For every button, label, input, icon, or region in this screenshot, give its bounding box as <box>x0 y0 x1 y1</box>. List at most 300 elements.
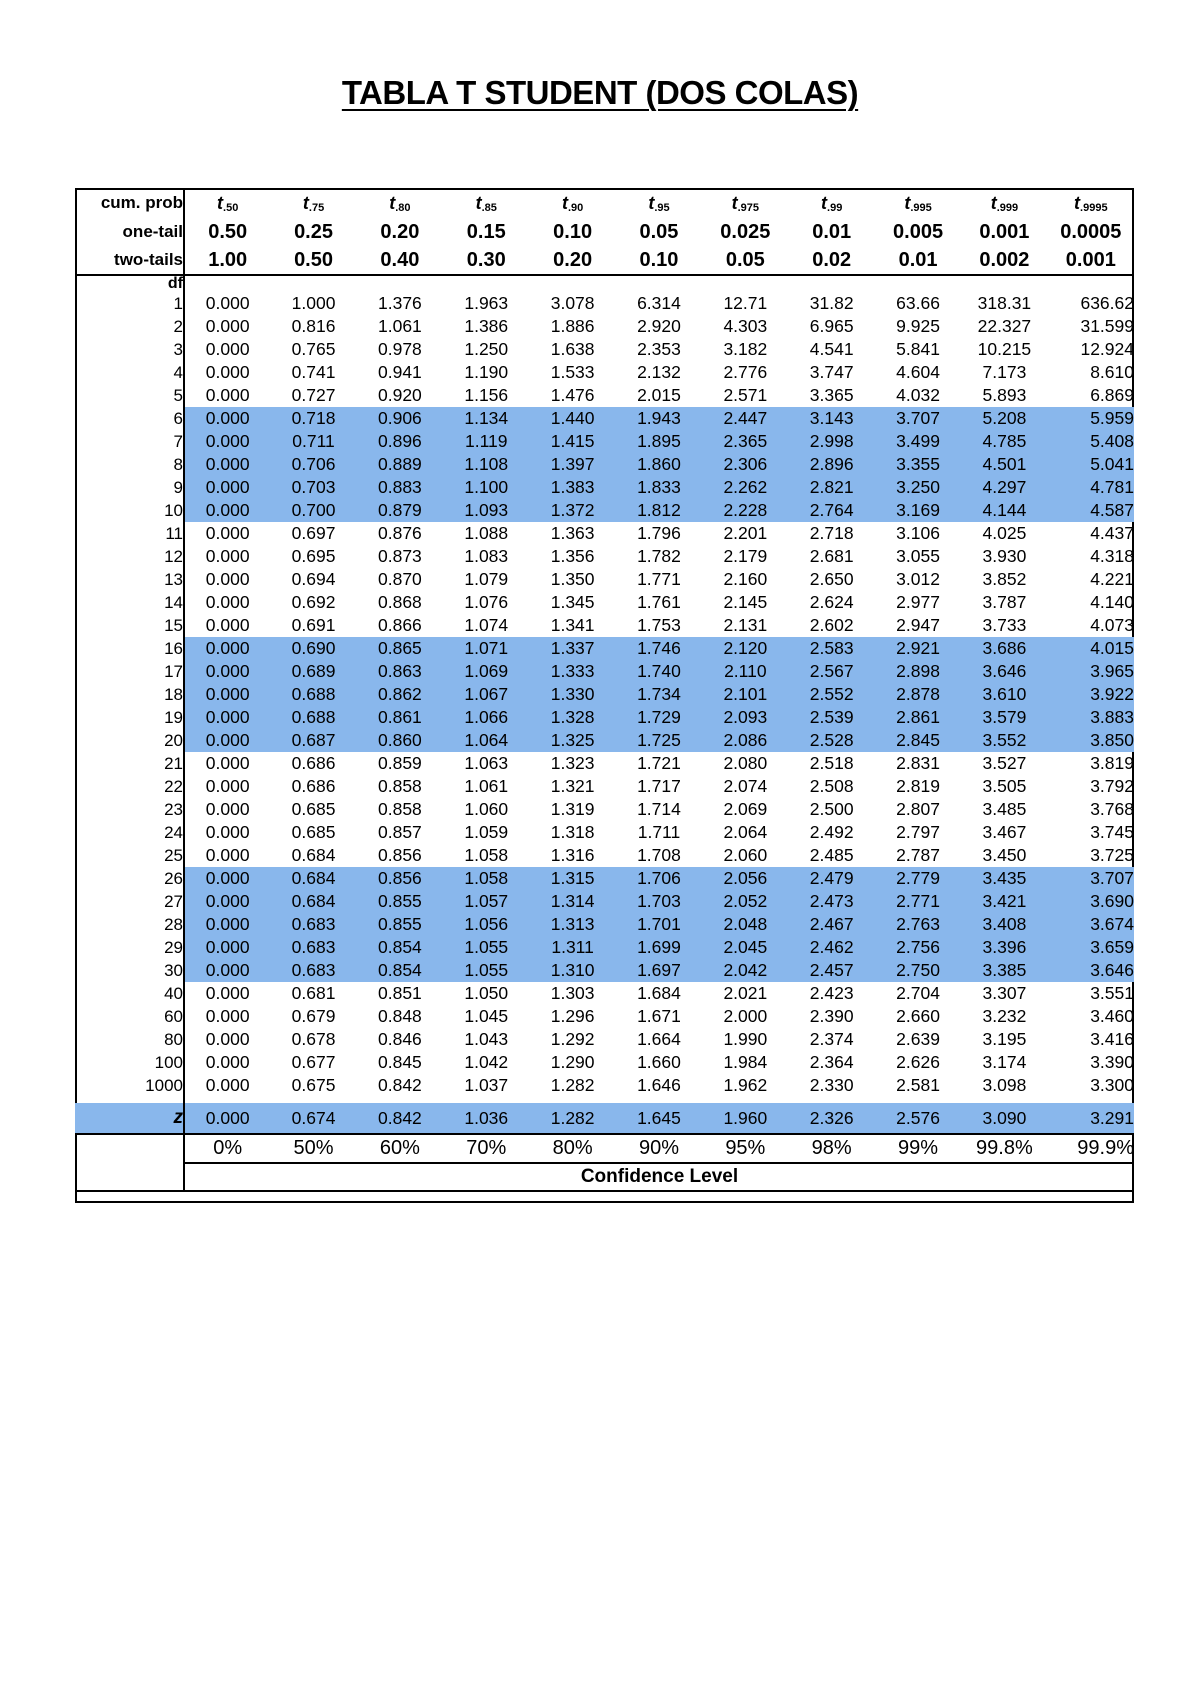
df-value: 19 <box>75 706 184 729</box>
critical-value: 2.581 <box>896 1075 940 1095</box>
critical-value: 0.851 <box>378 983 422 1003</box>
df-value: 30 <box>75 959 184 982</box>
critical-value: 1.076 <box>464 592 509 612</box>
two-tails-value: 0.30 <box>443 246 529 275</box>
critical-value: 1.833 <box>616 476 702 499</box>
z-value: 2.576 <box>875 1103 961 1134</box>
critical-value: 2.797 <box>896 822 940 842</box>
critical-value: 1.083 <box>464 546 509 566</box>
critical-value: 1.729 <box>616 706 702 729</box>
critical-value: 0.684 <box>291 845 336 865</box>
cum-prob-label: cum. prob <box>75 188 184 218</box>
critical-value: 2.179 <box>723 546 768 566</box>
one-tail-value: 0.15 <box>466 220 506 243</box>
table-row <box>75 1005 1134 1028</box>
critical-value: 3.707 <box>1048 867 1134 890</box>
table-row <box>75 821 1134 844</box>
critical-value: 1.056 <box>443 913 529 936</box>
critical-value: 2.228 <box>702 499 788 522</box>
critical-value: 2.467 <box>789 913 875 936</box>
critical-value: 5.841 <box>896 339 940 359</box>
critical-value: 1.314 <box>529 890 615 913</box>
df-value: 5 <box>75 384 184 407</box>
critical-value: 1.638 <box>550 339 595 359</box>
critical-value: 3.098 <box>982 1075 1027 1095</box>
critical-value: 31.82 <box>809 293 854 313</box>
confidence-level: 60% <box>357 1134 443 1163</box>
critical-value: 3.435 <box>961 867 1047 890</box>
critical-value: 3.579 <box>961 706 1047 729</box>
critical-value: 0.906 <box>357 407 443 430</box>
critical-value: 1.753 <box>637 615 681 635</box>
critical-value: 0.000 <box>184 499 270 522</box>
critical-value: 0.000 <box>205 385 250 405</box>
table-row <box>75 752 1134 775</box>
critical-value: 1.330 <box>529 683 615 706</box>
critical-value: 1.345 <box>550 592 595 612</box>
critical-value: 1.134 <box>443 407 529 430</box>
critical-value: 2.831 <box>896 753 940 773</box>
critical-value: 0.000 <box>205 753 250 773</box>
z-value: 0.842 <box>357 1103 443 1134</box>
critical-value: 2.074 <box>723 776 768 796</box>
critical-value: 1.119 <box>443 430 529 453</box>
z-value: 1.645 <box>616 1103 702 1134</box>
critical-value: 1.063 <box>464 753 509 773</box>
critical-value: 0.703 <box>270 476 356 499</box>
critical-value: 2.518 <box>809 753 854 773</box>
table-row <box>75 867 1134 890</box>
critical-value: 3.646 <box>1048 959 1134 982</box>
critical-value: 3.690 <box>1048 890 1134 913</box>
critical-value: 2.080 <box>723 753 768 773</box>
critical-value: 3.078 <box>550 293 595 313</box>
critical-value: 2.896 <box>789 453 875 476</box>
critical-value: 0.000 <box>205 1052 250 1072</box>
critical-value: 4.025 <box>982 523 1027 543</box>
critical-value: 1.860 <box>616 453 702 476</box>
critical-value: 2.650 <box>809 569 854 589</box>
page-title <box>0 74 1200 112</box>
critical-value: 4.221 <box>1090 569 1134 589</box>
critical-value: 0.727 <box>291 385 336 405</box>
critical-value: 0.000 <box>184 407 270 430</box>
table-row <box>75 798 1134 821</box>
critical-value: 2.819 <box>896 776 940 796</box>
critical-value: 2.021 <box>723 983 768 1003</box>
critical-value: 2.998 <box>789 430 875 453</box>
df-value: 18 <box>75 683 184 706</box>
df-value: 23 <box>75 798 184 821</box>
one-tail-value: 0.25 <box>294 220 333 243</box>
df-value: 8 <box>75 453 184 476</box>
critical-value: 3.106 <box>896 523 940 543</box>
critical-value: 0.686 <box>291 753 336 773</box>
confidence-level: 99.9% <box>1048 1134 1134 1163</box>
table-row <box>75 292 1134 315</box>
critical-value: 0.678 <box>291 1029 336 1049</box>
critical-value: 3.768 <box>1090 799 1134 819</box>
critical-value: 0.000 <box>205 983 250 1003</box>
table-row <box>75 683 1134 706</box>
critical-value: 2.056 <box>702 867 788 890</box>
df-value: 26 <box>75 867 184 890</box>
critical-value: 0.000 <box>205 546 250 566</box>
two-tails-label: two-tails <box>75 246 184 275</box>
critical-value: 1.325 <box>529 729 615 752</box>
critical-value: 0.858 <box>378 776 422 796</box>
critical-value: 0.859 <box>378 753 422 773</box>
critical-value: 1.660 <box>637 1052 681 1072</box>
critical-value: 0.765 <box>291 339 336 359</box>
critical-value: 4.318 <box>1090 546 1134 566</box>
critical-value: 1.066 <box>443 706 529 729</box>
z-value: 0.674 <box>270 1103 356 1134</box>
critical-value: 2.660 <box>896 1006 940 1026</box>
critical-value: 0.920 <box>378 385 422 405</box>
critical-value: 2.583 <box>789 637 875 660</box>
critical-value: 4.541 <box>809 339 854 359</box>
confidence-row <box>75 1134 1134 1163</box>
df-value: 22 <box>75 775 184 798</box>
critical-value: 2.763 <box>875 913 961 936</box>
critical-value: 3.930 <box>982 546 1027 566</box>
critical-value: 0.883 <box>357 476 443 499</box>
two-tails-value: 0.50 <box>270 246 356 275</box>
t-subscript: .975 <box>737 201 760 214</box>
critical-value: 1.943 <box>616 407 702 430</box>
critical-value: 1.050 <box>464 983 509 1003</box>
critical-value: 2.602 <box>809 615 854 635</box>
critical-value: 0.000 <box>184 660 270 683</box>
df-value: 4 <box>75 361 184 384</box>
col-t-symbol <box>357 188 443 218</box>
table-body <box>75 188 1134 1191</box>
one-tail-value: 0.0005 <box>1060 220 1122 243</box>
critical-value: 5.893 <box>982 385 1027 405</box>
critical-value: 1.341 <box>550 615 595 635</box>
critical-value: 4.587 <box>1048 499 1134 522</box>
critical-value: 1.740 <box>616 660 702 683</box>
df-value: 25 <box>75 844 184 867</box>
critical-value: 0.857 <box>378 822 422 842</box>
critical-value: 1.383 <box>529 476 615 499</box>
critical-value: 4.144 <box>961 499 1047 522</box>
critical-value: 1.071 <box>443 637 529 660</box>
confidence-level: 99.8% <box>961 1134 1047 1163</box>
critical-value: 0.854 <box>357 936 443 959</box>
critical-value: 2.920 <box>637 316 681 336</box>
critical-value: 3.499 <box>875 430 961 453</box>
critical-value: 0.000 <box>184 959 270 982</box>
df-value: 2 <box>75 315 184 338</box>
critical-value: 0.000 <box>184 913 270 936</box>
t-subscript: .50 <box>223 201 239 214</box>
critical-value: 0.000 <box>184 476 270 499</box>
critical-value: 0.876 <box>378 523 422 543</box>
z-value: 1.282 <box>529 1103 615 1134</box>
cum-prob-row <box>75 188 1134 218</box>
critical-value: 4.297 <box>961 476 1047 499</box>
critical-value: 1.990 <box>723 1029 768 1049</box>
critical-value: 3.965 <box>1048 660 1134 683</box>
table-row <box>75 338 1134 361</box>
critical-value: 7.173 <box>982 362 1027 382</box>
confidence-caption-spacer <box>75 1163 184 1191</box>
confidence-level: 90% <box>616 1134 702 1163</box>
critical-value: 0.870 <box>378 569 422 589</box>
critical-value: 0.000 <box>184 706 270 729</box>
df-value: 10 <box>75 499 184 522</box>
critical-value: 1.699 <box>616 936 702 959</box>
critical-value: 3.659 <box>1048 936 1134 959</box>
critical-value: 3.725 <box>1090 845 1134 865</box>
critical-value: 3.674 <box>1048 913 1134 936</box>
two-tails-row <box>75 246 1134 275</box>
critical-value: 3.169 <box>875 499 961 522</box>
critical-value: 3.745 <box>1090 822 1134 842</box>
df-value: 1000 <box>75 1074 184 1097</box>
two-tails-value: 0.10 <box>616 246 702 275</box>
critical-value: 0.683 <box>270 936 356 959</box>
critical-value: 0.868 <box>378 592 422 612</box>
critical-value: 1.440 <box>529 407 615 430</box>
critical-value: 0.000 <box>184 683 270 706</box>
table-row <box>75 729 1134 752</box>
one-tail-value: 0.20 <box>380 220 420 243</box>
col-t-symbol <box>443 188 529 218</box>
critical-value: 22.327 <box>977 316 1032 336</box>
critical-value: 0.000 <box>184 867 270 890</box>
df-value: 12 <box>75 545 184 568</box>
critical-value: 2.064 <box>723 822 768 842</box>
critical-value: 0.675 <box>291 1075 336 1095</box>
df-value: 11 <box>75 522 184 545</box>
critical-value: 1.703 <box>616 890 702 913</box>
critical-value: 0.941 <box>378 362 422 382</box>
df-value: 9 <box>75 476 184 499</box>
critical-value: 2.845 <box>875 729 961 752</box>
critical-value: 1.156 <box>464 385 509 405</box>
critical-value: 0.700 <box>270 499 356 522</box>
critical-value: 2.052 <box>702 890 788 913</box>
critical-value: 3.922 <box>1048 683 1134 706</box>
critical-value: 0.873 <box>378 546 422 566</box>
critical-value: 0.845 <box>378 1052 422 1072</box>
critical-value: 1.055 <box>443 959 529 982</box>
df-value: 14 <box>75 591 184 614</box>
critical-value: 2.807 <box>896 799 940 819</box>
critical-value: 2.365 <box>702 430 788 453</box>
critical-value: 1.058 <box>443 867 529 890</box>
critical-value: 1.372 <box>529 499 615 522</box>
critical-value: 1.761 <box>637 592 681 612</box>
critical-value: 2.131 <box>723 615 768 635</box>
critical-value: 2.508 <box>809 776 854 796</box>
critical-value: 0.681 <box>291 983 336 1003</box>
critical-value: 2.306 <box>702 453 788 476</box>
critical-value: 0.683 <box>270 959 356 982</box>
critical-value: 0.000 <box>205 799 250 819</box>
df-value: 13 <box>75 568 184 591</box>
critical-value: 3.460 <box>1090 1006 1134 1026</box>
table-row <box>75 476 1134 499</box>
critical-value: 2.861 <box>875 706 961 729</box>
critical-value: 0.000 <box>205 615 250 635</box>
critical-value: 1.321 <box>550 776 595 796</box>
critical-value: 2.093 <box>702 706 788 729</box>
critical-value: 3.408 <box>961 913 1047 936</box>
critical-value: 3.307 <box>982 983 1027 1003</box>
critical-value: 1.318 <box>550 822 595 842</box>
critical-value: 3.819 <box>1090 753 1134 773</box>
t-symbol: t <box>475 192 482 213</box>
critical-value: 0.856 <box>378 845 422 865</box>
critical-value: 0.860 <box>357 729 443 752</box>
confidence-caption: Confidence Level <box>184 1163 1134 1191</box>
critical-value: 2.528 <box>789 729 875 752</box>
critical-value: 3.012 <box>896 569 940 589</box>
critical-value: 0.000 <box>205 316 250 336</box>
critical-value: 1.701 <box>616 913 702 936</box>
critical-value: 1.533 <box>550 362 595 382</box>
confidence-level: 0% <box>184 1134 270 1163</box>
critical-value: 1.746 <box>616 637 702 660</box>
critical-value: 3.355 <box>875 453 961 476</box>
two-tails-value: 0.20 <box>529 246 615 275</box>
critical-value: 2.015 <box>637 385 681 405</box>
critical-value: 1.684 <box>637 983 681 1003</box>
critical-value: 3.686 <box>961 637 1047 660</box>
critical-value: 2.718 <box>809 523 854 543</box>
critical-value: 1.058 <box>464 845 509 865</box>
one-tail-value: 0.01 <box>812 220 852 243</box>
critical-value: 2.132 <box>637 362 681 382</box>
col-t-symbol <box>789 188 875 218</box>
critical-value: 3.527 <box>982 753 1027 773</box>
critical-value: 2.353 <box>637 339 681 359</box>
z-value: 0.000 <box>184 1103 270 1134</box>
df-value: 100 <box>75 1051 184 1074</box>
critical-value: 0.684 <box>270 867 356 890</box>
z-label: z <box>75 1103 184 1134</box>
critical-value: 0.691 <box>291 615 336 635</box>
table-row <box>75 913 1134 936</box>
critical-value: 3.551 <box>1090 983 1134 1003</box>
critical-value: 1.290 <box>550 1052 595 1072</box>
critical-value: 2.704 <box>896 983 940 1003</box>
critical-value: 2.479 <box>789 867 875 890</box>
critical-value: 0.688 <box>270 683 356 706</box>
critical-value: 0.000 <box>184 430 270 453</box>
critical-value: 1.796 <box>637 523 681 543</box>
z-value: 2.326 <box>789 1103 875 1134</box>
critical-value: 2.045 <box>702 936 788 959</box>
critical-value: 3.852 <box>982 569 1027 589</box>
critical-value: 1.059 <box>464 822 509 842</box>
critical-value: 1.055 <box>443 936 529 959</box>
critical-value: 0.692 <box>291 592 336 612</box>
t-subscript: .9995 <box>1080 201 1108 214</box>
t-student-table <box>75 188 1134 1192</box>
critical-value: 2.779 <box>875 867 961 890</box>
critical-value: 3.450 <box>982 845 1027 865</box>
table-row <box>75 430 1134 453</box>
critical-value: 12.924 <box>1080 339 1134 359</box>
critical-value: 2.750 <box>875 959 961 982</box>
critical-value: 0.896 <box>357 430 443 453</box>
critical-value: 4.604 <box>896 362 940 382</box>
two-tails-value: 0.01 <box>875 246 961 275</box>
critical-value: 1.303 <box>550 983 595 1003</box>
critical-value: 0.000 <box>205 293 250 313</box>
critical-value: 1.311 <box>529 936 615 959</box>
critical-value: 0.697 <box>291 523 336 543</box>
confidence-label-cell <box>75 1134 184 1163</box>
table-row <box>75 384 1134 407</box>
df-value: 17 <box>75 660 184 683</box>
critical-value: 3.883 <box>1048 706 1134 729</box>
critical-value: 2.764 <box>789 499 875 522</box>
critical-value: 0.863 <box>357 660 443 683</box>
critical-value: 1.069 <box>443 660 529 683</box>
critical-value: 0.741 <box>291 362 336 382</box>
table-row <box>75 637 1134 660</box>
df-value: 40 <box>75 982 184 1005</box>
confidence-level: 80% <box>529 1134 615 1163</box>
critical-value: 4.781 <box>1048 476 1134 499</box>
critical-value: 1.292 <box>550 1029 595 1049</box>
one-tail-value: 0.05 <box>639 220 679 243</box>
confidence-level: 95% <box>702 1134 788 1163</box>
critical-value: 1.984 <box>723 1052 768 1072</box>
critical-value: 1.037 <box>464 1075 509 1095</box>
critical-value: 2.457 <box>789 959 875 982</box>
critical-value: 2.878 <box>875 683 961 706</box>
table-row <box>75 522 1134 545</box>
critical-value: 3.552 <box>961 729 1047 752</box>
critical-value: 0.848 <box>378 1006 422 1026</box>
critical-value: 1.061 <box>464 776 509 796</box>
col-t-symbol <box>529 188 615 218</box>
t-symbol: t <box>821 192 828 213</box>
t-symbol: t <box>302 192 309 213</box>
table-row <box>75 568 1134 591</box>
table-row <box>75 775 1134 798</box>
critical-value: 2.756 <box>875 936 961 959</box>
critical-value: 0.685 <box>291 822 336 842</box>
table-row <box>75 1051 1134 1074</box>
critical-value: 2.101 <box>702 683 788 706</box>
critical-value: 1.250 <box>464 339 509 359</box>
critical-value: 1.476 <box>550 385 595 405</box>
table-row <box>75 545 1134 568</box>
critical-value: 5.408 <box>1048 430 1134 453</box>
table-row <box>75 1074 1134 1097</box>
critical-value: 1.043 <box>464 1029 509 1049</box>
one-tail-value: 0.025 <box>720 220 771 243</box>
critical-value: 10.215 <box>977 339 1032 359</box>
critical-value: 2.492 <box>809 822 854 842</box>
critical-value: 1.714 <box>637 799 681 819</box>
critical-value: 2.201 <box>723 523 768 543</box>
df-value: 27 <box>75 890 184 913</box>
confidence-level: 98% <box>789 1134 875 1163</box>
critical-value: 2.681 <box>809 546 854 566</box>
critical-value: 2.639 <box>896 1029 940 1049</box>
df-value: 1 <box>75 292 184 315</box>
critical-value: 1.296 <box>550 1006 595 1026</box>
